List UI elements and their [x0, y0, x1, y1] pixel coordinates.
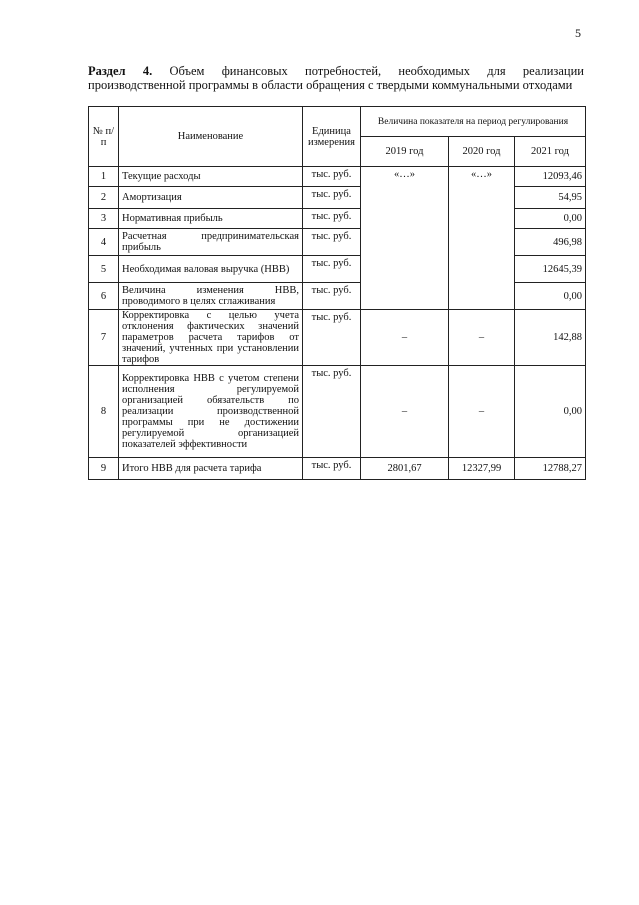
row-name: Амортизация [119, 187, 303, 209]
row-name: Необходимая валовая выручка (НВВ) [119, 256, 303, 283]
row-unit: тыс. руб. [303, 229, 361, 256]
row-value-2021: 12645,39 [515, 256, 586, 283]
row-num: 2 [89, 187, 119, 209]
row-value-2020: – [449, 366, 515, 458]
row-value-2021: 54,95 [515, 187, 586, 209]
row-unit: тыс. руб. [303, 209, 361, 229]
row-value-2019: – [361, 310, 449, 366]
row-unit: тыс. руб. [303, 283, 361, 310]
header-year-2019: 2019 год [361, 137, 449, 167]
row-value-2020: – [449, 310, 515, 366]
row-value-2021: 496,98 [515, 229, 586, 256]
row-name: Корректировка НВВ с учетом степени исполнения регулируемой организацией обязательств по реализации производственной программы при не достижении регулируемой организацией показателей эффективности [119, 366, 303, 458]
row-num: 5 [89, 256, 119, 283]
header-period: Величина показателя на период регулирования [361, 107, 586, 137]
row-unit: тыс. руб. [303, 256, 361, 283]
row-name: Текущие расходы [119, 167, 303, 187]
cell-2019-placeholder: «…» [361, 167, 449, 310]
row-name: Итого НВВ для расчета тарифа [119, 458, 303, 480]
row-num: 3 [89, 209, 119, 229]
header-year-2020: 2020 год [449, 137, 515, 167]
row-value-2021: 142,88 [515, 310, 586, 366]
row-value-2021: 12788,27 [515, 458, 586, 480]
header-num: № п/п [89, 107, 119, 167]
page-number: 5 [575, 26, 581, 40]
row-num: 7 [89, 310, 119, 366]
section-heading [88, 64, 584, 92]
row-name: Величина изменения НВВ, проводимого в целях сглаживания [119, 283, 303, 310]
row-unit: тыс. руб. [303, 187, 361, 209]
section-heading-lead: Раздел 4. [88, 64, 153, 78]
header-name: Наименование [119, 107, 303, 167]
row-num: 9 [89, 458, 119, 480]
row-num: 8 [89, 366, 119, 458]
cell-2020-placeholder: «…» [449, 167, 515, 310]
row-value-2021: 0,00 [515, 366, 586, 458]
row-unit: тыс. руб. [303, 366, 361, 458]
table-row [89, 366, 586, 458]
row-name: Корректировка с целью учета отклонения фактических значений параметров расчета тарифов от значений, учтенных при установлении тарифов [119, 310, 303, 366]
row-num: 6 [89, 283, 119, 310]
header-year-2021: 2021 год [515, 137, 586, 167]
row-num: 4 [89, 229, 119, 256]
row-unit: тыс. руб. [303, 167, 361, 187]
financial-needs-table [88, 106, 586, 480]
section-heading-text: Объем финансовых потребностей, необходимых для реализации производственной программы в области обращения с твердыми коммунальными отходами [88, 64, 584, 92]
row-value-2020: 12327,99 [449, 458, 515, 480]
row-unit: тыс. руб. [303, 458, 361, 480]
table-row [89, 310, 586, 366]
row-value-2021: 0,00 [515, 283, 586, 310]
table-row [89, 458, 586, 480]
header-unit: Единица измерения [303, 107, 361, 167]
row-unit: тыс. руб. [303, 310, 361, 366]
row-num: 1 [89, 167, 119, 187]
row-value-2021: 0,00 [515, 209, 586, 229]
row-value-2019: 2801,67 [361, 458, 449, 480]
table-row [89, 167, 586, 187]
row-name: Расчетная предпринимательская прибыль [119, 229, 303, 256]
row-name: Нормативная прибыль [119, 209, 303, 229]
row-value-2019: – [361, 366, 449, 458]
row-value-2021: 12093,46 [515, 167, 586, 187]
